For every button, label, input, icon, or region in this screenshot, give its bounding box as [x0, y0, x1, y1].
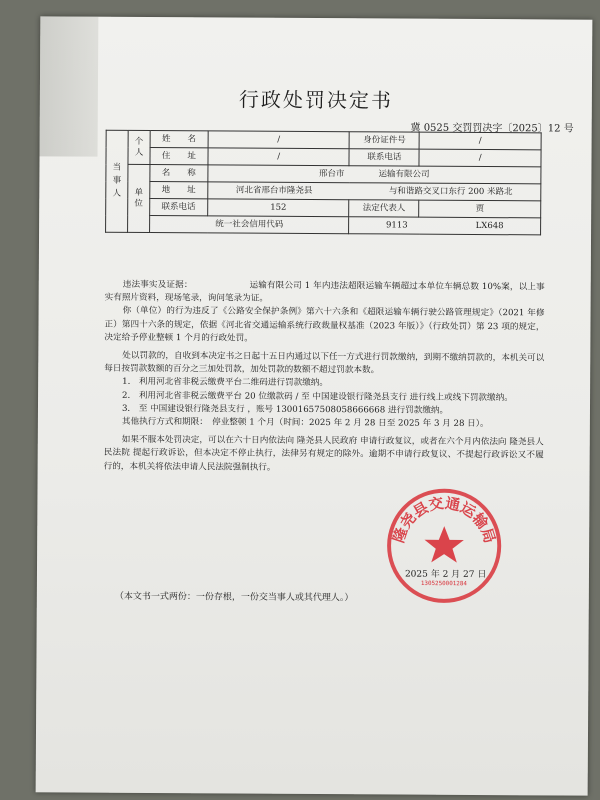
seal-star-icon — [424, 526, 464, 563]
unit-phone-label: 联系电话 — [150, 198, 208, 215]
phone-label: 联系电话 — [349, 149, 419, 166]
unit-address-label: 地 址 — [150, 181, 208, 198]
name-value: / — [208, 131, 350, 149]
decision-body — [104, 279, 545, 477]
unit-phone-value: 152 — [207, 199, 349, 217]
party-label: 当 事 人 — [106, 130, 129, 232]
seal-text: 隆尧县交通运输局 — [390, 494, 499, 546]
seal-code: 1305250001284 — [420, 580, 467, 588]
unit-name-value: 邢台市 运输有限公司 — [208, 165, 541, 184]
credit-code-label: 统一社会信用代码 — [149, 215, 349, 233]
name-label: 姓 名 — [150, 130, 208, 147]
address-label: 住 址 — [150, 147, 208, 164]
id-value: / — [419, 132, 541, 150]
credit-code-value: 9113 LX648 — [349, 217, 541, 235]
individual-label: 个人 — [128, 130, 150, 164]
facts-paragraph: 违法事实及证据： 运输有限公司 1 年内违法超限运输车辆超过本单位车辆总数 10%案，以上事实有照片资料，现场笔录，询问笔录为证。 — [104, 279, 545, 304]
official-seal — [385, 486, 504, 605]
document-number: 冀 0525 交罚罚决字〔2025〕12 号 — [410, 122, 574, 135]
legal-rep-value: 贾 — [419, 200, 541, 218]
violation-paragraph: 你（单位）的行为违反了《公路安全保护条例》第六十六条和《超限运输车辆行驶公路管理规定》（2021 年修正）第四十六条的规定，依据《河北省交通运输系统行政裁量权基准（2023 年版）》（行政处罚）第 23 项的规定，决定给予停业整顿 1 个月的行政处罚。 — [104, 306, 545, 344]
appeal-paragraph: 如果不服本处罚决定，可以在六十日内依法向 隆尧县人民政府 申请行政复议，或者在六个月内依法向 隆尧县人民法院 提起行政诉讼，但本决定不停止执行，法律另有规定的除外。逾期不申请行政复议、不提起行政诉讼又不履行的，本机关将依法申请人民法院强制执行。 — [103, 435, 544, 473]
unit-label: 单位 — [128, 164, 150, 232]
issue-date: 2025 年 2 月 27 日 — [404, 569, 487, 581]
payment-option-1: 1. 利用河北省非税云缴费平台二维码进行罚款缴纳。 — [122, 377, 329, 389]
unit-address-value: 河北省邢台市隆尧县 与和谐路交叉口东行 200 米路北 — [208, 182, 541, 201]
payment-option-2: 2. 利用河北省非税云缴费平台 20 位缴款码 / 至 中国建设银行隆尧县支行 进行线上或线下罚款缴纳。 — [122, 390, 513, 403]
phone-value: / — [419, 149, 541, 167]
payment-paragraph: 处以罚款的，自收到本决定书之日起十五日内通过以下任一方式进行罚款缴纳，到期不缴纳罚款的，本机关可以每日按罚款数额的百分之三加处罚款，加处罚款的数额不超过罚款本数。 — [104, 350, 545, 376]
payment-option-3: 3. 至 中国建设银行隆尧县支行 ，账号 13001657508058666668 进行罚款缴纳。 — [121, 403, 449, 416]
copies-note: （本文书一式两份：一份存根，一份交当事人或其代理人。） — [114, 591, 354, 604]
execution-paragraph: 其他执行方式和期限： 停业整顿 1 个月（时间：2025 年 2 月 28 日至 2025 年 3 月 28 日）。 — [121, 416, 489, 430]
address-value: / — [208, 148, 350, 166]
unit-name-label: 名 称 — [150, 164, 208, 181]
document-title: 行政处罚决定书 — [238, 87, 393, 113]
legal-rep-label: 法定代表人 — [349, 200, 419, 217]
party-info-table — [105, 130, 542, 236]
document-page — [36, 16, 593, 795]
id-label: 身份证件号 — [350, 132, 420, 149]
